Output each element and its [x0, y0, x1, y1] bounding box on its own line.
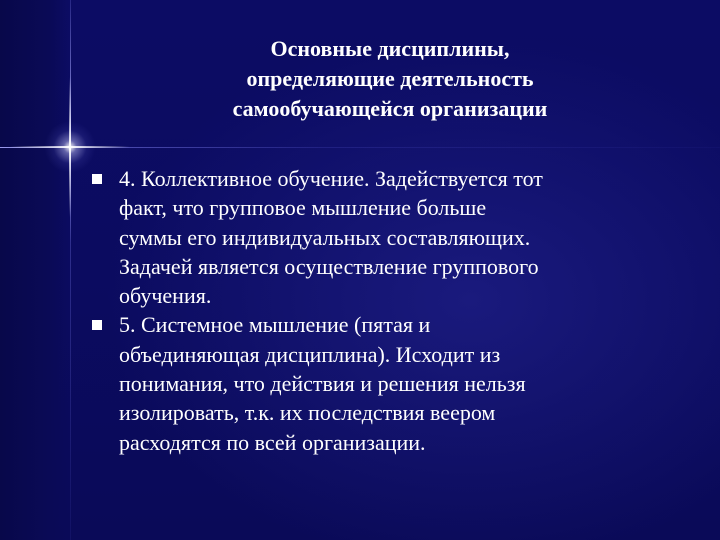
item-text-line: понимания, что действия и решения нельзя	[119, 371, 526, 397]
slide-title	[110, 34, 670, 124]
square-bullet-icon	[92, 174, 102, 184]
item-text-line: обучения.	[119, 283, 212, 309]
sparkle-ray-vertical	[69, 77, 71, 217]
item-text-line: суммы его индивидуальных составляющих.	[119, 224, 531, 250]
item-text-line: изолировать, т.к. их последствия веером	[119, 400, 496, 426]
title-line: Основные дисциплины,	[270, 36, 510, 61]
left-decorative-band	[0, 0, 70, 540]
item-text-line: 4. Коллективное обучение. Задействуется тот	[119, 166, 543, 191]
item-text-line: факт, что групповое мышление больше	[119, 195, 487, 221]
title-line: определяющие деятельность	[246, 66, 534, 91]
item-text-line: расходятся по всей организации.	[119, 429, 426, 455]
title-line: самообучающейся организации	[232, 96, 548, 121]
item-text-line: объединяющая дисциплина). Исходит из	[119, 341, 501, 367]
list-item-systems-thinking	[92, 310, 692, 456]
list-item-collective-learning	[92, 164, 692, 310]
bullet-list	[92, 164, 692, 457]
square-bullet-icon	[92, 320, 102, 330]
item-text-line: 5. Системное мышление (пятая и	[119, 312, 431, 338]
item-text-line: Задачей является осуществление группового	[119, 253, 539, 279]
